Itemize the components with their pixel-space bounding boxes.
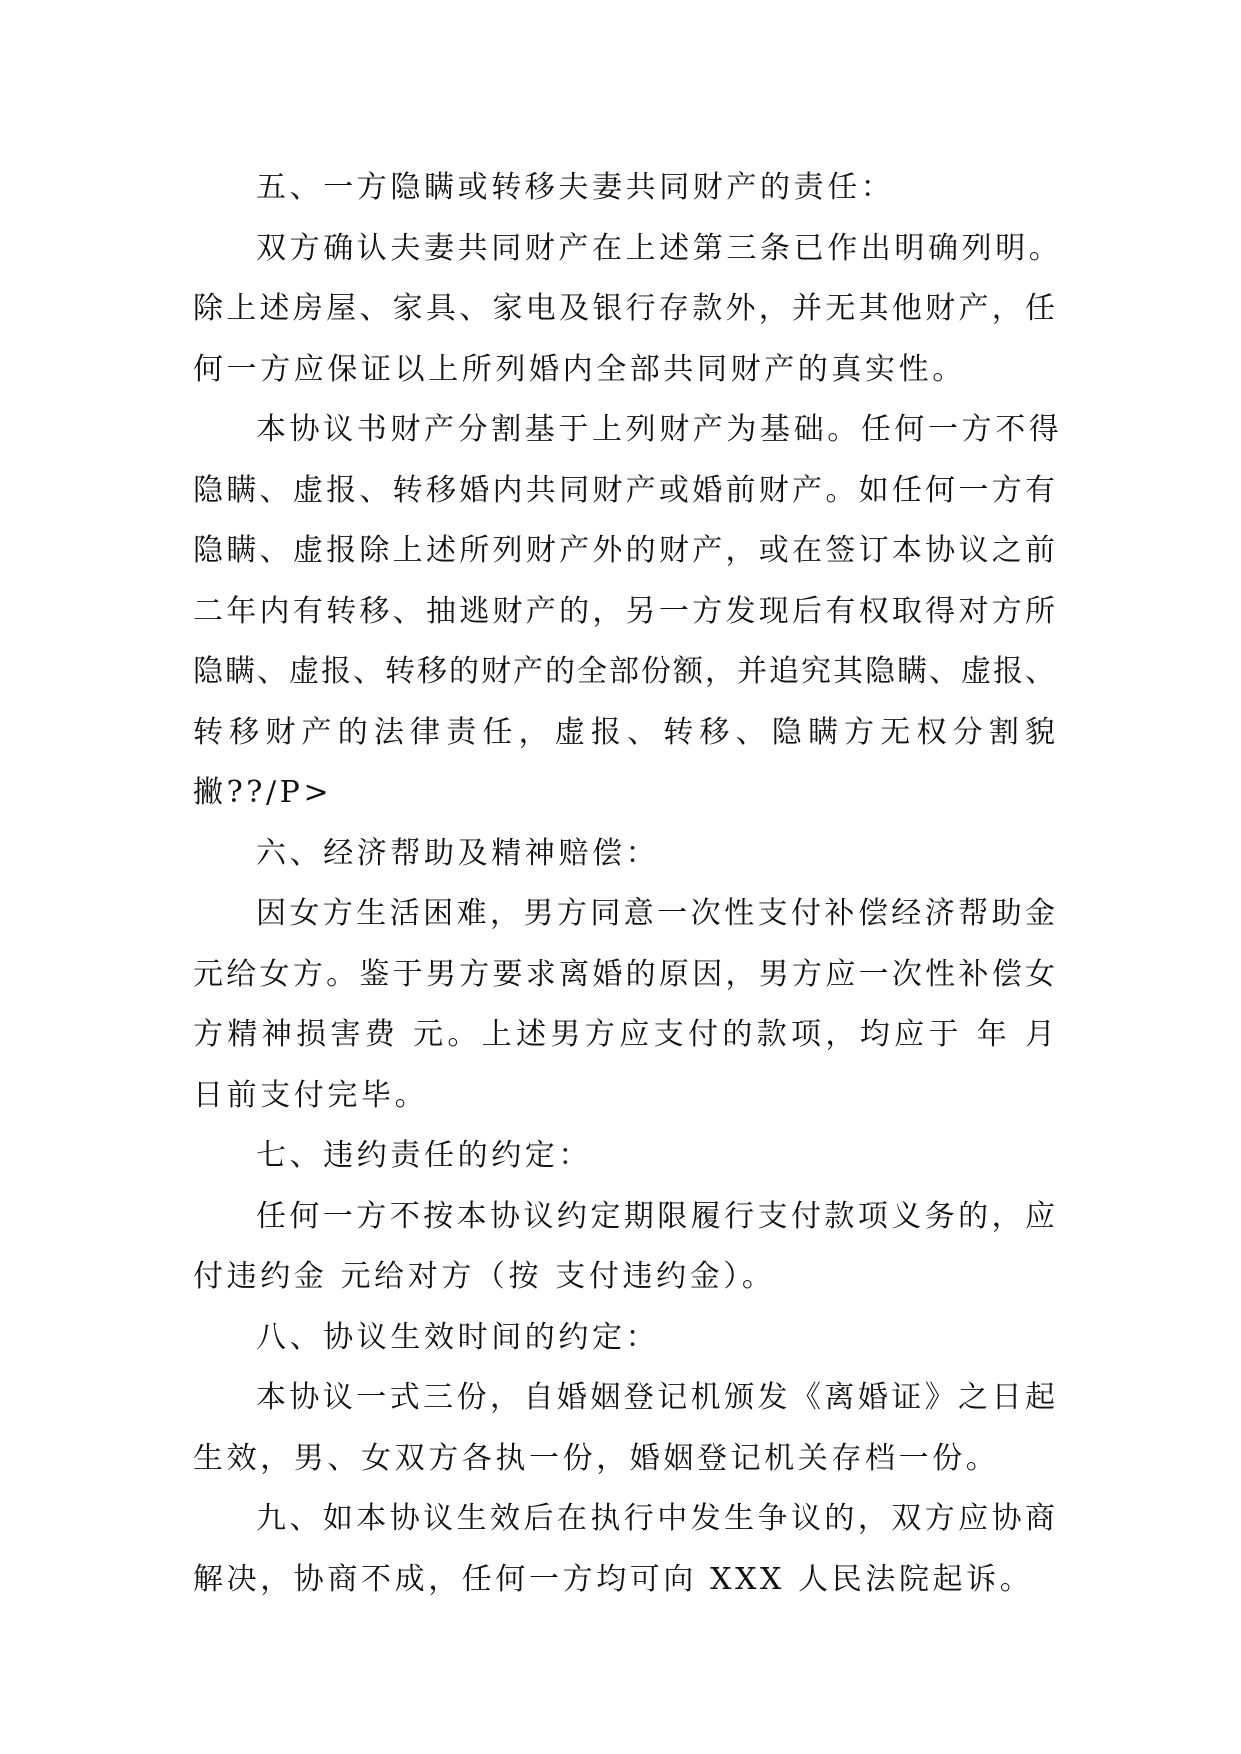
paragraph-line: 隐瞒、虚报除上述所列财产外的财产，或在签订本协议之前: [193, 533, 1055, 568]
paragraph-line: 本协议书财产分割基于上列财产为基础。任何一方不得: [256, 412, 1063, 447]
paragraph-line: 除上述房屋、家具、家电及银行存款外，并无其他财产，任: [193, 291, 1055, 326]
section-heading-6: 六、经济帮助及精神赔偿：: [256, 835, 660, 871]
document-page: [193, 158, 1063, 1610]
paragraph-line: 因女方生活困难，男方同意一次性支付补偿经济帮助金: [256, 896, 1055, 931]
section-heading-9: 九、如本协议生效后在执行中发生争议的，双方应协商: [256, 1501, 1055, 1536]
paragraph-line: 二年内有转移、抽逃财产的，另一方发现后有权取得对方所: [193, 593, 1055, 629]
paragraph-line: 转移财产的法律责任，虚报、转移、隐瞒方无权分割貌: [193, 714, 1055, 750]
section-heading-8: 八、协议生效时间的约定：: [256, 1319, 660, 1355]
paragraph-line: 双方确认夫妻共同财产在上述第三条已作出明确列明。: [256, 230, 1063, 266]
paragraph-line: 日前支付完毕。: [193, 1077, 429, 1113]
paragraph-line: 付违约金 元给对方（按 支付违约金）。: [193, 1259, 776, 1294]
paragraph-line: 隐瞒、虚报、转移婚内共同财产或婚前财产。如任何一方有: [193, 472, 1055, 508]
section-heading-5: 五、一方隐瞒或转移夫妻共同财产的责任：: [256, 170, 895, 205]
section-heading-7: 七、违约责任的约定：: [256, 1138, 592, 1173]
paragraph-line: 元给女方。鉴于男方要求离婚的原因，男方应一次性补偿女: [193, 956, 1055, 992]
paragraph-line: 生效，男、女双方各执一份，婚姻登记机关存档一份。: [193, 1440, 1000, 1476]
paragraph-line: 何一方应保证以上所列婚内全部共同财产的真实性。: [193, 351, 966, 387]
paragraph-line: 任何一方不按本协议约定期限履行支付款项义务的，应: [256, 1198, 1055, 1234]
paragraph-line: 隐瞒、虚报、转移的财产的全部份额，并追究其隐瞒、虚报、: [193, 654, 1055, 689]
paragraph-line: 解决，协商不成，任何一方均可向 XXX 人民法院起诉。: [193, 1561, 1034, 1597]
paragraph-line: 方精神损害费 元。上述男方应支付的款项，均应于 年 月: [193, 1017, 1055, 1052]
paragraph-line: 本协议一式三份，自婚姻登记机颁发《离婚证》之日起: [256, 1380, 1055, 1415]
paragraph-line: 撇??/P>: [193, 775, 333, 810]
